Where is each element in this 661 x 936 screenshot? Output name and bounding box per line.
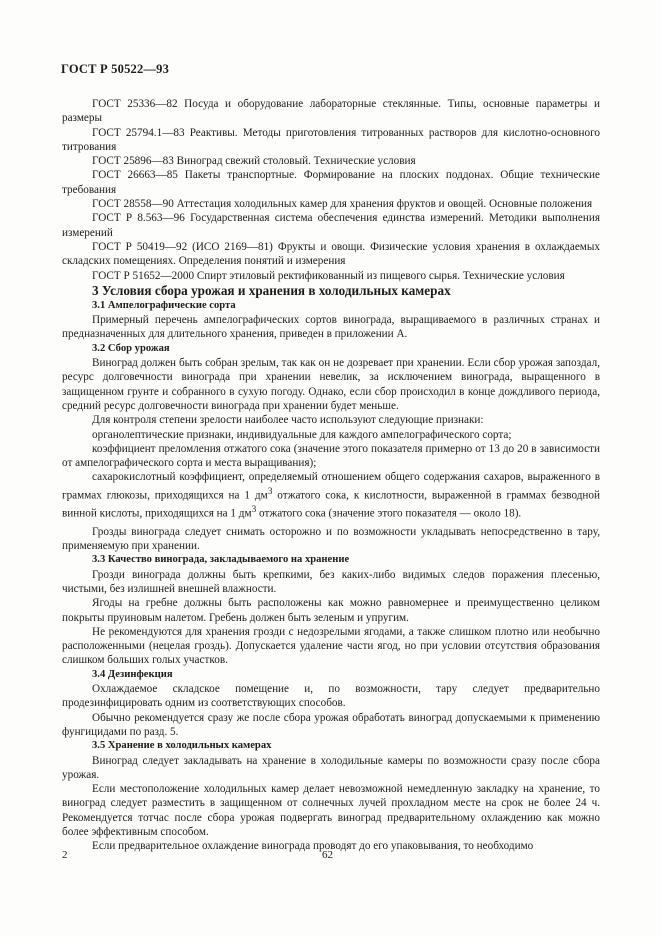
ref-item: ГОСТ Р 8.563—96 Государственная система обеспечения единства измерений. Методики выполнения измерений bbox=[62, 212, 600, 239]
paragraph: Грозды винограда следует снимать осторожно и по возможности укладывать непосредственно в тару, применяемую при хранении. bbox=[62, 525, 600, 553]
text-run: сахарокислотный коэффициент, определяемый отношением общего содержания сахаров, выраженного в граммах глюкозы, приходящихся на 1 дм bbox=[62, 471, 600, 502]
section-3-5-heading: 3.5 Хранение в холодильных камерах bbox=[92, 740, 272, 752]
paragraph: Охлаждаемое складское помещение и, по возможности, тару следует предварительно продезинфицировать одним из соответствующих способов. bbox=[62, 683, 600, 710]
superscript: 3 bbox=[251, 504, 257, 515]
ref-item: ГОСТ Р 51652—2000 Спирт этиловый ректификованный из пищевого сырья. Технические условия bbox=[92, 269, 565, 282]
paragraph: Не рекомендуются для хранения грозди с недозрелыми ягодами, а также слишком плотно или необычно расположенными (нецелая гроздь). Допускается удаление части ягод, но при условии отсутствия образования слишком больших голых участков. bbox=[62, 625, 600, 667]
paragraph: Примерный перечень ампелографических сортов винограда, выращиваемого в различных странах и предназначенных для длительного хранения, приведен в приложении А. bbox=[62, 314, 600, 341]
ref-item: ГОСТ 25336—82 Посуда и оборудование лабораторные стеклянные. Типы, основные параметры и размеры bbox=[62, 98, 600, 125]
paragraph-sugar-acid-ratio bbox=[62, 470, 600, 520]
ref-item: ГОСТ 25896—83 Виноград свежий столовый. Технические условия bbox=[92, 155, 416, 168]
page-number-global: 62 bbox=[322, 849, 333, 861]
paragraph: Виноград должен быть собран зрелым, так как он не дозревает при хранении. Если сбор урожая запоздал, ресурс долговечности винограда при хранении невелик, за исключением винограда, выращенного в защищенном грунте и собранного в сухую погоду. Однако, если сбор происходил в конце дождливого периода, средний ресурс долговечности винограда при хранении будет меньше. bbox=[62, 357, 600, 412]
section-3-2-heading: 3.2 Сбор урожая bbox=[92, 342, 170, 354]
ref-item: ГОСТ Р 50419—92 (ИСО 2169—81) Фрукты и овощи. Физические условия хранения в охлаждаемых складских помещениях. Определения понятий и измерения bbox=[62, 240, 600, 268]
superscript: 3 bbox=[267, 486, 273, 497]
page-header-title: ГОСТ Р 50522—93 bbox=[61, 62, 170, 76]
section-3-3-heading: 3.3 Качество винограда, закладываемого на хранение bbox=[92, 554, 350, 566]
paragraph: Обычно рекомендуется сразу же после сбора урожая обработать виноград допускаемыми к применению фунгицидами по разд. 5. bbox=[62, 711, 600, 738]
paragraph: Виноград следует закладывать на хранение в холодильные камеры по возможности сразу после сбора урожая. bbox=[62, 754, 600, 781]
ref-item: ГОСТ 25794.1—83 Реактивы. Методы приготовления титрованных растворов для кислотно-основного титрования bbox=[62, 126, 600, 153]
ref-item: ГОСТ 28558—90 Аттестация холодильных камер для хранения фруктов и овощей. Основные положения bbox=[92, 198, 593, 211]
section-3-1-heading: 3.1 Ампелографические сорта bbox=[92, 299, 236, 311]
ref-item: ГОСТ 26663—85 Пакеты транспортные. Формирование на плоских поддонах. Общие технические требования bbox=[62, 169, 600, 196]
paragraph: Ягоды на гребне должны быть расположены как можно равномернее и преимущественно целиком покрыты пруиновым налетом. Гребень должен быть зеленым и упругим. bbox=[62, 597, 600, 624]
paragraph: Если предварительное охлаждение винограда проводят до его упаковывания, то необходимо bbox=[92, 840, 534, 853]
paragraph: коэффициент преломления отжатого сока (значение этого показателя примерно от 13 до 20 в зависимости от ампелографического сорта и места выращивания); bbox=[62, 442, 600, 470]
section-3-4-heading: 3.4 Дезинфекция bbox=[92, 668, 173, 680]
paragraph: органолептические признаки, индивидуальные для каждого ампелографического сорта; bbox=[92, 428, 512, 441]
text-run: отжатого сока, к кислотности, выраженной в граммах безводной винной кислоты, приходящихся на 1 дм bbox=[62, 489, 600, 520]
paragraph: Грозди винограда должны быть крепкими, без каких-либо видимых следов поражения плесенью, чистыми, без излишней внешней влажности. bbox=[62, 568, 600, 595]
text-run: отжатого сока (значение этого показателя — около 18). bbox=[256, 507, 522, 520]
section-3-title: 3 Условия сбора урожая и хранения в холодильных камерах bbox=[92, 282, 451, 298]
paragraph: Для контроля степени зрелости наиболее часто используют следующие признаки: bbox=[92, 414, 484, 427]
page-number-local: 2 bbox=[62, 849, 68, 861]
paragraph: Если местоположение холодильных камер делает невозможной немедленную закладку на хранение, то виноград следует разместить в защищенном от солнечных лучей прохладном месте на срок не более 24 ч. Рекомендуется тотчас после сбора урожая подвергать виноград предварительному охлаждению как можно более эффективным способом. bbox=[62, 783, 600, 839]
page-body bbox=[62, 97, 600, 854]
